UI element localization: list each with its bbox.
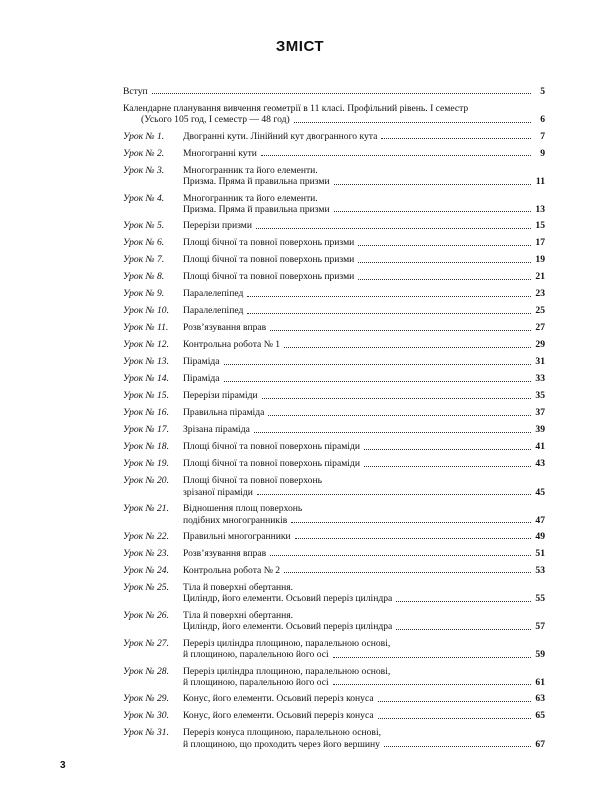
toc-entry-text: Площі бічної та повної поверхонь призми: [183, 237, 355, 249]
dot-leader: [262, 398, 531, 399]
toc-page-number: 9: [540, 147, 545, 159]
toc-entry[interactable]: [123, 424, 545, 435]
toc-page-number: 61: [535, 676, 545, 688]
toc-entry[interactable]: [123, 458, 545, 469]
toc-entry[interactable]: [123, 305, 545, 316]
lesson-label: Урок № 19.: [123, 458, 169, 470]
dot-leader: [152, 93, 531, 94]
dot-leader: [254, 432, 531, 433]
toc-entry-calendar[interactable]: [123, 103, 545, 126]
dot-leader: [256, 228, 531, 229]
toc-entry[interactable]: [123, 666, 545, 689]
toc-page-number: 59: [535, 649, 545, 661]
lesson-label: Урок № 21.: [123, 503, 169, 515]
dot-leader: [396, 601, 531, 602]
toc-entry[interactable]: [123, 638, 545, 661]
toc-entry-text: Площі бічної та повної поверхонь піраміди: [183, 441, 360, 453]
lesson-label: Урок № 3.: [123, 164, 165, 176]
toc-entry[interactable]: [123, 531, 545, 542]
lesson-label: Урок № 6.: [123, 237, 165, 249]
toc-page-number: 35: [535, 390, 545, 402]
toc-entry[interactable]: [123, 582, 545, 605]
toc-page-number: 63: [535, 693, 545, 705]
dot-leader: [358, 262, 531, 263]
toc-entry[interactable]: [123, 288, 545, 299]
toc-entry-text: Календарне планування вивчення геометрії в 11 класі. Профільний рівень. І семестр: [123, 103, 469, 114]
toc-page-number: 19: [535, 254, 545, 266]
lesson-label: Урок № 27.: [123, 637, 169, 649]
lesson-label: Урок № 31.: [123, 727, 169, 739]
toc-entry[interactable]: [123, 441, 545, 452]
toc-page-number: 13: [535, 204, 545, 216]
toc-page-number: 5: [540, 86, 545, 97]
toc-entry-text: Переріз конуса площиною, паралельною основі,: [183, 727, 382, 739]
toc-entry-text: Переріз циліндра площиною, паралельною основі,: [183, 665, 391, 677]
toc-page-number: 25: [535, 305, 545, 317]
dot-leader: [378, 701, 531, 702]
toc-entry-text: Переріз циліндра площиною, паралельною основі,: [183, 637, 391, 649]
page-number: 3: [60, 760, 66, 771]
toc-entry[interactable]: [123, 407, 545, 418]
toc-entry[interactable]: [123, 271, 545, 282]
toc-page-number: 27: [535, 322, 545, 334]
toc-entry[interactable]: [123, 610, 545, 633]
toc-entry[interactable]: [123, 339, 545, 350]
lesson-label: Урок № 9.: [123, 288, 165, 300]
dot-leader: [358, 279, 531, 280]
toc-entry-text: Піраміда: [183, 356, 220, 368]
table-of-contents: [123, 86, 545, 755]
toc-page-number: 53: [535, 565, 545, 577]
dot-leader: [358, 245, 531, 246]
toc-page-number: 51: [535, 548, 545, 560]
toc-entry[interactable]: [123, 254, 545, 265]
dot-leader: [284, 572, 531, 573]
toc-entry-text: Конус, його елементи. Осьовий переріз конуса: [183, 693, 374, 705]
toc-page-number: 57: [535, 621, 545, 633]
toc-entry[interactable]: [123, 390, 545, 401]
toc-entry-text: Паралелепіпед: [183, 288, 244, 300]
toc-page-number: 29: [535, 339, 545, 351]
lesson-label: Урок № 7.: [123, 254, 165, 266]
dot-leader: [224, 364, 531, 365]
toc-entry-text: Циліндр, його елементи. Осьовий переріз циліндра: [183, 593, 393, 605]
lesson-label: Урок № 11.: [123, 322, 169, 334]
toc-page-number: 31: [535, 356, 545, 368]
toc-entry-text: Відношення площ поверхонь: [183, 503, 303, 515]
toc-page-number: 17: [535, 237, 545, 249]
lesson-label: Урок № 29.: [123, 693, 169, 705]
toc-entry-text: Правильні многогранники: [183, 531, 291, 543]
toc-entry-text: Двогранні кути. Лінійний кут двогранного кута: [183, 130, 378, 142]
dot-leader: [295, 538, 531, 539]
dot-leader: [378, 718, 531, 719]
toc-entry[interactable]: [123, 373, 545, 384]
dot-leader: [270, 330, 531, 331]
dot-leader: [224, 381, 531, 382]
dot-leader: [261, 155, 531, 156]
toc-entry-text: Тіла й поверхні обертання.: [183, 609, 294, 621]
dot-leader: [270, 555, 531, 556]
toc-page-number: 39: [535, 424, 545, 436]
toc-entry[interactable]: [123, 193, 545, 216]
lesson-label: Урок № 26.: [123, 609, 169, 621]
toc-entry[interactable]: [123, 220, 545, 231]
toc-entry-text: (Усього 105 год, І семестр — 48 год): [141, 114, 290, 126]
toc-page-number: 41: [535, 441, 545, 453]
toc-entry-text: й площиною, паралельною його осі: [183, 676, 329, 688]
toc-entry-text: Контрольна робота № 2: [183, 565, 281, 577]
lesson-label: Урок № 17.: [123, 424, 169, 436]
toc-page-number: 55: [535, 593, 545, 605]
toc-entry-intro[interactable]: [123, 86, 545, 97]
toc-entry-text: Паралелепіпед: [183, 305, 244, 317]
dot-leader: [291, 522, 531, 523]
toc-entry[interactable]: [123, 475, 545, 498]
toc-entry[interactable]: [123, 356, 545, 367]
toc-page-number: 6: [540, 114, 545, 126]
toc-page-number: 7: [540, 130, 545, 142]
dot-leader: [333, 684, 531, 685]
toc-entry-text: Розв’язування вправ: [183, 322, 267, 334]
toc-entry[interactable]: [123, 548, 545, 559]
lesson-label: Урок № 22.: [123, 531, 169, 543]
dot-leader: [396, 629, 531, 630]
toc-entry[interactable]: [123, 165, 545, 188]
toc-page-number: 33: [535, 373, 545, 385]
toc-page-number: 21: [535, 271, 545, 283]
dot-leader: [333, 657, 531, 658]
lesson-label: Урок № 5.: [123, 220, 165, 232]
toc-entry-text: Многогранні кути: [183, 147, 257, 159]
toc-entry-text: Циліндр, його елементи. Осьовий переріз циліндра: [183, 621, 393, 633]
toc-entry-text: подібних многогранників: [183, 514, 288, 526]
toc-page-number: 47: [535, 514, 545, 526]
toc-entry[interactable]: [123, 148, 545, 159]
toc-entry[interactable]: [123, 693, 545, 704]
toc-entry-text: Площі бічної та повної поверхонь піраміди: [183, 458, 360, 470]
lesson-label: Урок № 1.: [123, 130, 165, 142]
lesson-label: Урок № 20.: [123, 475, 169, 487]
dot-leader: [364, 449, 531, 450]
lesson-label: Урок № 16.: [123, 407, 169, 419]
lesson-label: Урок № 8.: [123, 271, 165, 283]
toc-entry-text: Призма. Пряма й правильна призми: [183, 176, 330, 188]
toc-entry-text: Контрольна робота № 1: [183, 339, 281, 351]
lesson-label: Урок № 30.: [123, 710, 169, 722]
lesson-label: Урок № 4.: [123, 192, 165, 204]
dot-leader: [257, 494, 531, 495]
toc-entry[interactable]: [123, 237, 545, 248]
dot-leader: [364, 466, 531, 467]
dot-leader: [334, 184, 531, 185]
toc-entry-text: Правильна піраміда: [183, 407, 265, 419]
toc-entry-text: Площі бічної та повної поверхонь призми: [183, 254, 355, 266]
toc-entry-text: й площиною, що проходить через його вершину: [183, 738, 380, 750]
toc-entry-text: Призма. Пряма й правильна призми: [183, 204, 330, 216]
toc-page-number: 67: [535, 738, 545, 750]
lesson-label: Урок № 14.: [123, 373, 169, 385]
toc-entry[interactable]: [123, 710, 545, 721]
toc-entry-text: Тіла й поверхні обертання.: [183, 582, 294, 594]
toc-entry-text: й площиною, паралельною його осі: [183, 649, 329, 661]
toc-page-number: 15: [535, 220, 545, 232]
lesson-label: Урок № 2.: [123, 147, 165, 159]
toc-entry-text: Піраміда: [183, 373, 220, 385]
dot-leader: [334, 211, 531, 212]
lesson-label: Урок № 18.: [123, 441, 169, 453]
dot-leader: [284, 347, 531, 348]
toc-page-number: 49: [535, 531, 545, 543]
toc-page-number: 37: [535, 407, 545, 419]
lesson-label: Урок № 15.: [123, 390, 169, 402]
toc-page-number: 45: [535, 486, 545, 498]
lesson-label: Урок № 23.: [123, 548, 169, 560]
toc-entry[interactable]: [123, 131, 545, 142]
dot-leader: [268, 415, 531, 416]
toc-page-number: 11: [535, 176, 545, 188]
toc-entry[interactable]: [123, 565, 545, 576]
dot-leader: [381, 138, 531, 139]
toc-entry-text: Конус, його елементи. Осьовий переріз конуса: [183, 710, 374, 722]
toc-page-number: 65: [535, 710, 545, 722]
toc-entry-text: Площі бічної та повної поверхонь: [183, 475, 322, 487]
lesson-label: Урок № 25.: [123, 582, 169, 594]
toc-entry[interactable]: [123, 322, 545, 333]
dot-leader: [294, 122, 531, 123]
page-title: ЗМІСТ: [275, 38, 325, 55]
toc-entry-text: зрізаної піраміди: [183, 486, 253, 498]
toc-entry[interactable]: [123, 503, 545, 526]
dot-leader: [247, 313, 531, 314]
lesson-label: Урок № 13.: [123, 356, 169, 368]
toc-entry-text: Перерізи призми: [183, 220, 252, 232]
dot-leader: [247, 296, 531, 297]
toc-entry-text: Вступ: [123, 86, 148, 97]
toc-entry-text: Многогранник та його елементи.: [183, 192, 318, 204]
lesson-label: Урок № 12.: [123, 339, 169, 351]
toc-entry[interactable]: [123, 727, 545, 750]
toc-entry-text: Площі бічної та повної поверхонь призми: [183, 271, 355, 283]
toc-entry-text: Перерізи піраміди: [183, 390, 258, 402]
lesson-label: Урок № 24.: [123, 565, 169, 577]
toc-entry-text: Многогранник та його елементи.: [183, 164, 318, 176]
lesson-label: Урок № 28.: [123, 665, 169, 677]
toc-entry-text: Розв’язування вправ: [183, 548, 267, 560]
toc-page-number: 43: [535, 458, 545, 470]
toc-page-number: 23: [535, 288, 545, 300]
toc-entry-text: Зрізана піраміда: [183, 424, 250, 436]
dot-leader: [384, 746, 531, 747]
lesson-label: Урок № 10.: [123, 305, 169, 317]
